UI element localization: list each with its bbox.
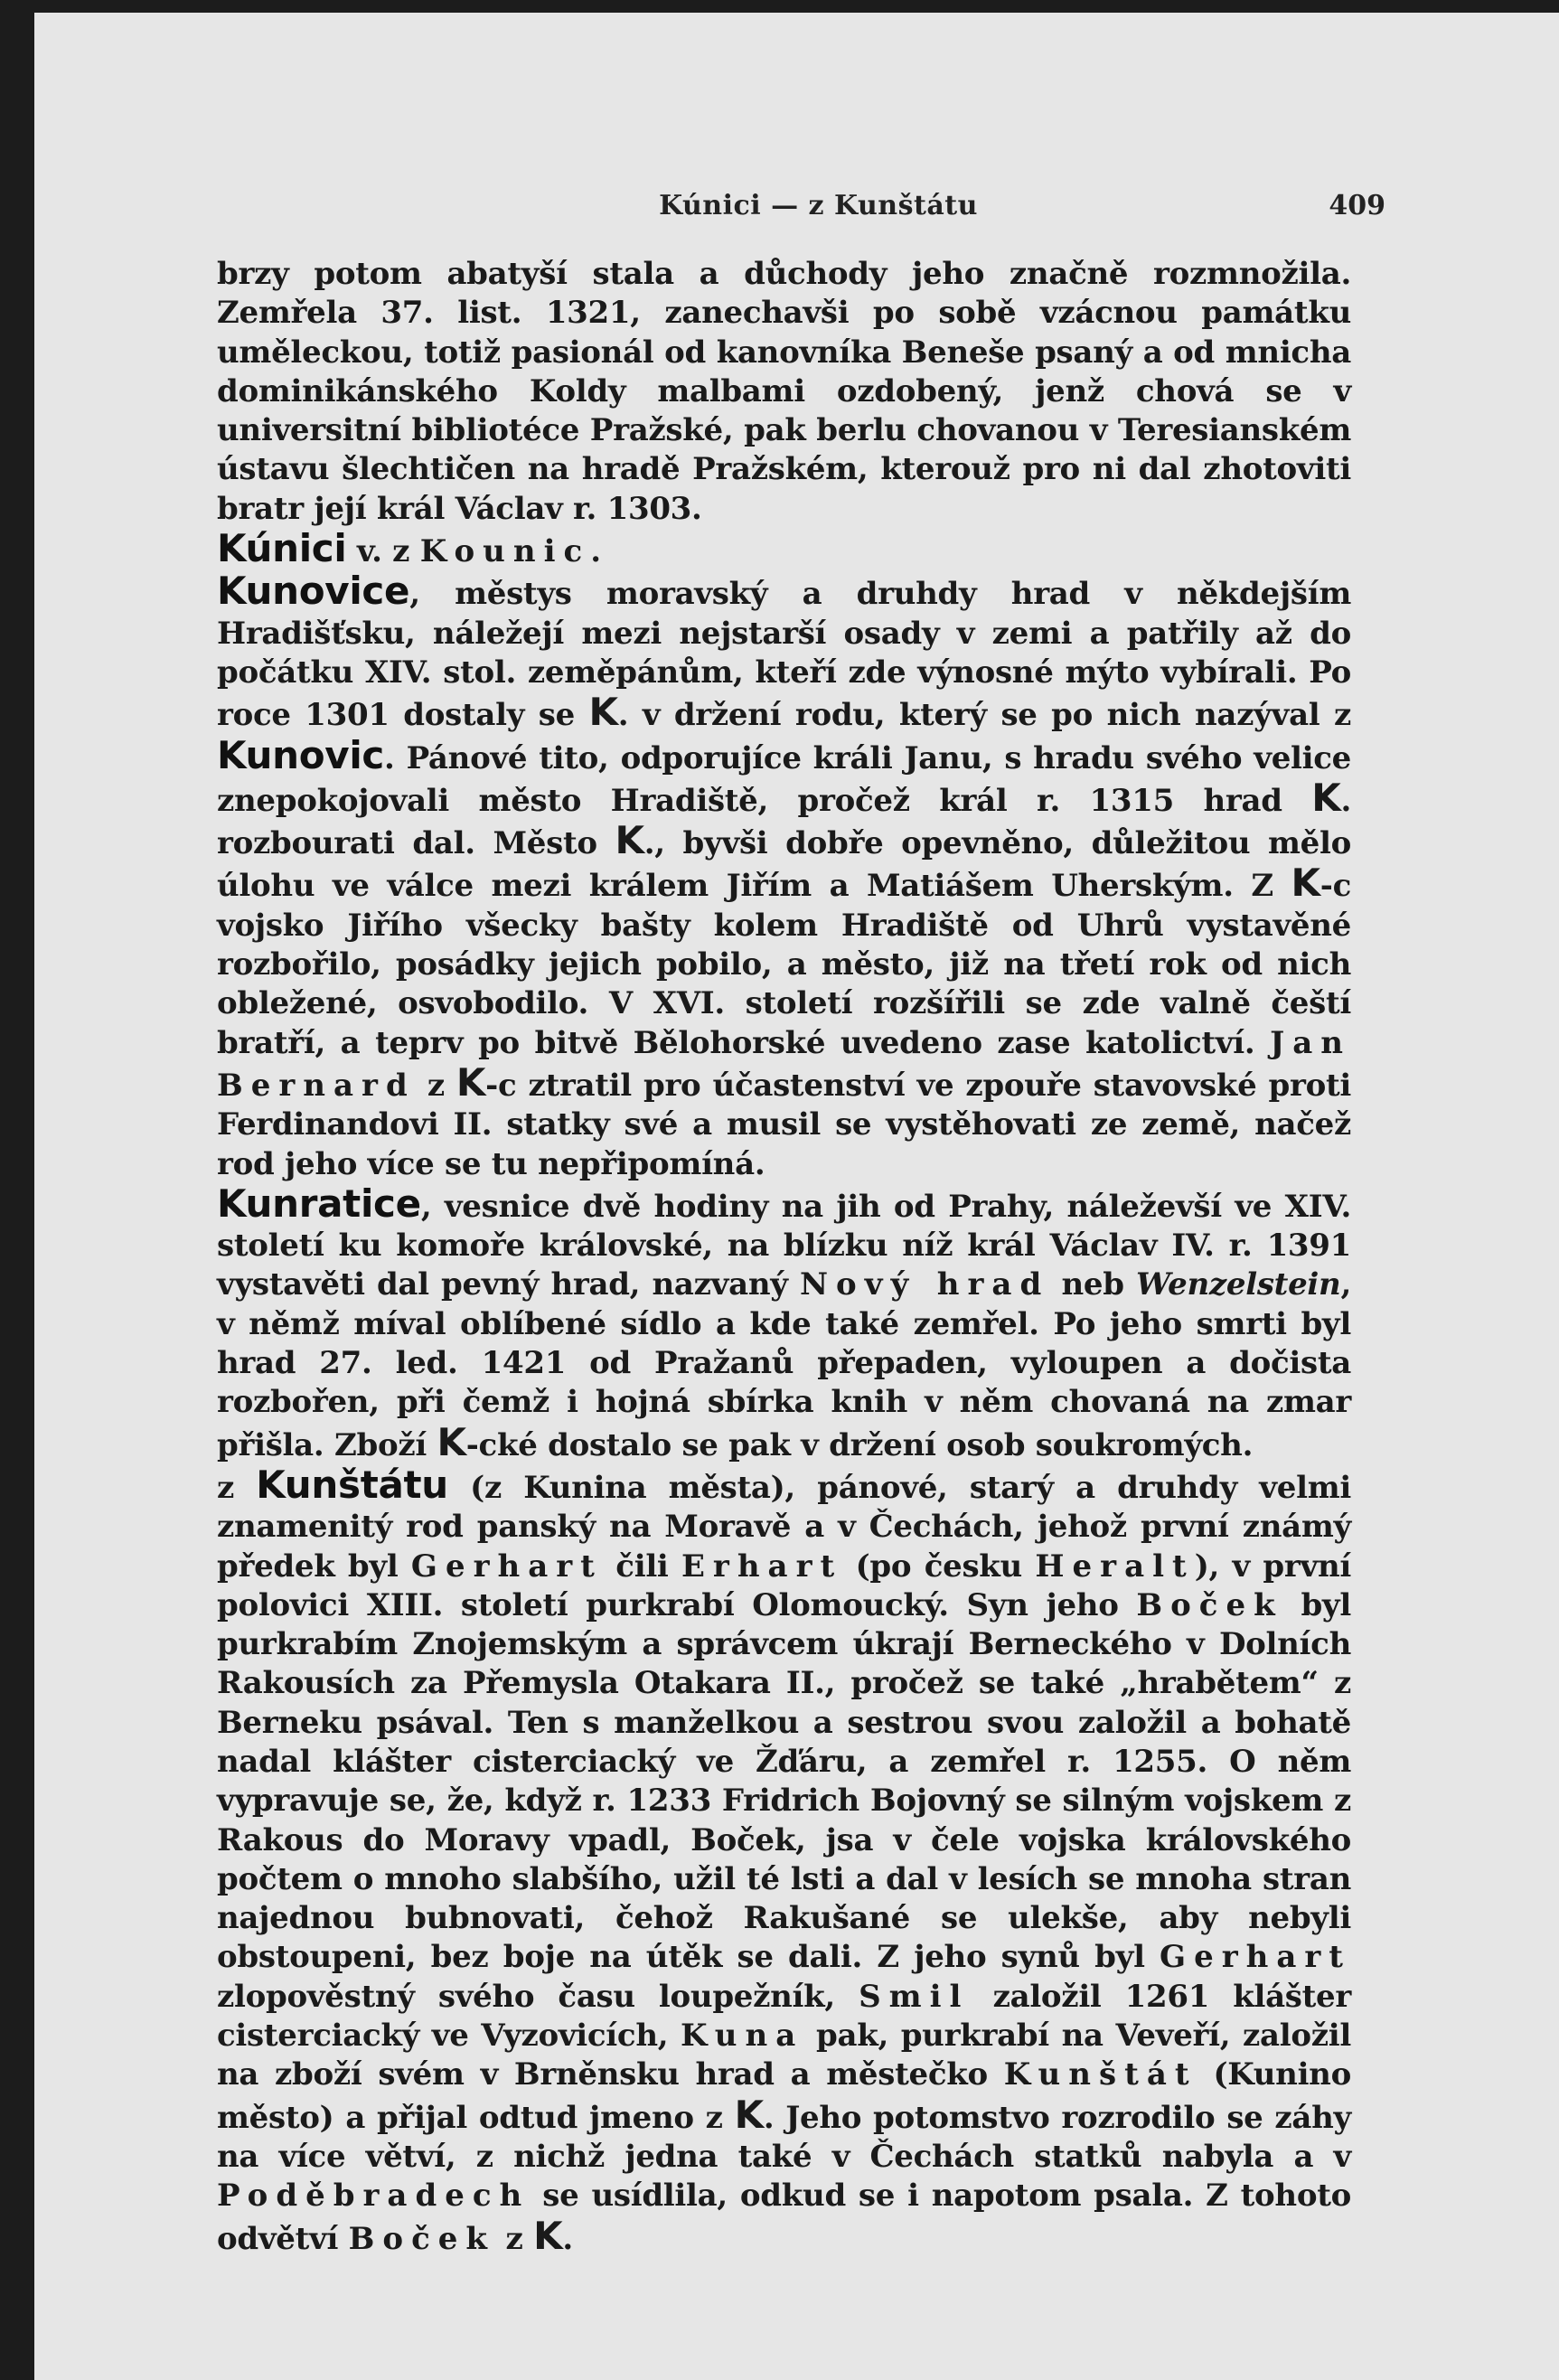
entry-kunovice: Kunovice, městys moravský a druhdy hrad v někdejším Hradišťsku, náležejí mezi nejstarší osady v zemi a patřily až do počátku XIV. stol. zeměpánům, kteří zde výnosné mýto vybírali. Po roce 1301 dostaly se K. v držení rodu, který se po nich nazýval z Kunovic. Pánové tito, odporujíce králi Janu, s hradu svého velice znepokojovali město Hradiště, pročež král r. 1315 hrad K. rozbourati dal. Město K., byvši dobře opevněno, důležitou mělo úlohu ve válce mezi králem Jiřím a Matiášem Uherským. Z K-c vojsko Jiřího všecky bašty kolem Hradiště od Uhrů vystavěné rozbořilo, posádky jejich pobilo, a město, již na třetí rok od nich obležené, osvobodilo. V XVI. století rozšířili se zde valně čeští bratří, a teprv po bitvě Bělohorské uvedeno zase katolictví. Jan Bernard z K-c ztratil pro účastenství ve zpouře stavovské proti Ferdinandovi II. statky své a musil se vystěhovati ze země, načež rod jeho více se tu nepřipomíná. [217, 569, 1352, 1182]
castle-name-german: Wenzelstein [1136, 1266, 1341, 1303]
running-header [251, 190, 1385, 230]
entry-kunstatu: z Kunštátu (z Kunina města), pánové, starý a druhdy velmi znamenitý rod panský na Moravě a v Čechách, jehož první známý předek byl Gerhart čili Erhart (po česku Heralt), v první polovici XIII. století purkrabí Olomoucký. Syn jeho Boček byl purkrabím Znojemským a správcem úkrají Berneckého v Dolních Rakousích za Přemysla Otakara II., pročež se také „hrabětem“ z Berneku psával. Ten s manželkou a sestrou svou založil a bohatě nadal klášter cisterciacký ve Žďáru, a zemřel r. 1255. O něm vypravuje se, že, když r. 1233 Fridrich Bojovný se silným vojskem z Rakous do Moravy vpadl, Boček, jsa v čele vojska královského počtem o mnoho slabšího, užil té lsti a dal v lesích se mnoha stran najednou bubnovati, čehož Rakušané se ulekše, aby nebyli obstoupeni, bez boje na útěk se dali. Z jeho synů byl Gerhart zlopověstný svého času loupežník, Smil založil 1261 klášter cisterciacký ve Vyzovicích, Kuna pak, purkrabí na Veveří, založil na zboží svém v Brněnsku hrad a městečko Kunštát (Kunino město) a přijal odtud jmeno z K. Jeho potomstvo rozrodilo se záhy na více větví, z nichž jedna také v Čechách statků nabyla a v Poděbradech se usídlila, odkud se i napotom psala. Z tohoto odvětví Boček z K. [217, 1462, 1352, 2258]
headword-kunstatu: Kunštátu [256, 1462, 448, 1507]
entry-kunici: Kúnici v. z Kounic. [217, 526, 601, 571]
headword-kunratice: Kunratice [217, 1181, 421, 1226]
cross-reference: Kounic [419, 533, 591, 570]
headword-kunici: Kúnici [217, 526, 347, 571]
page-text [217, 255, 1351, 2259]
castle-name: Nový hrad [799, 1266, 1050, 1303]
page-number: 409 [1329, 190, 1385, 221]
header-title: Kúnici — z Kunštátu [659, 190, 978, 221]
headword-kunovice: Kunovice [217, 569, 410, 614]
name-kunovic: Kunovic [217, 732, 385, 777]
paragraph-continuation: brzy potom abatyší stala a důchody jeho značně rozmnožila. Zemřela 37. list. 1321, zanechavši po sobě vzácnou památku uměleckou, totiž pasionál od kanovníka Beneše psaný a od mnicha dominikánského Koldy malbami ozdobený, jenž chová se v universitní bibliotéce Pražské, pak berlu chovanou v Teresianském ústavu šlechtičen na hradě Pražském, kterouž pro ni dal zhotoviti bratr její král Václav r. 1303. [217, 256, 1351, 527]
entry-kunratice: Kunratice, vesnice dvě hodiny na jih od Prahy, náleževší ve XIV. století ku komoře královské, na blízku níž král Václav IV. r. 1391 vystavěti dal pevný hrad, nazvaný Nový hrad neb Wenzelstein, v němž míval oblíbené sídlo a kde také zemřel. Po jeho smrti byl hrad 27. led. 1421 od Pražanů přepaden, vyloupen a dočista rozbořen, při čemž i hojná sbírka knih v něm chovaná na zmar přišla. Zboží K-cké dostalo se pak v držení osob soukromých. [217, 1181, 1351, 1464]
person-name: Jan Bernard [217, 1024, 1351, 1104]
